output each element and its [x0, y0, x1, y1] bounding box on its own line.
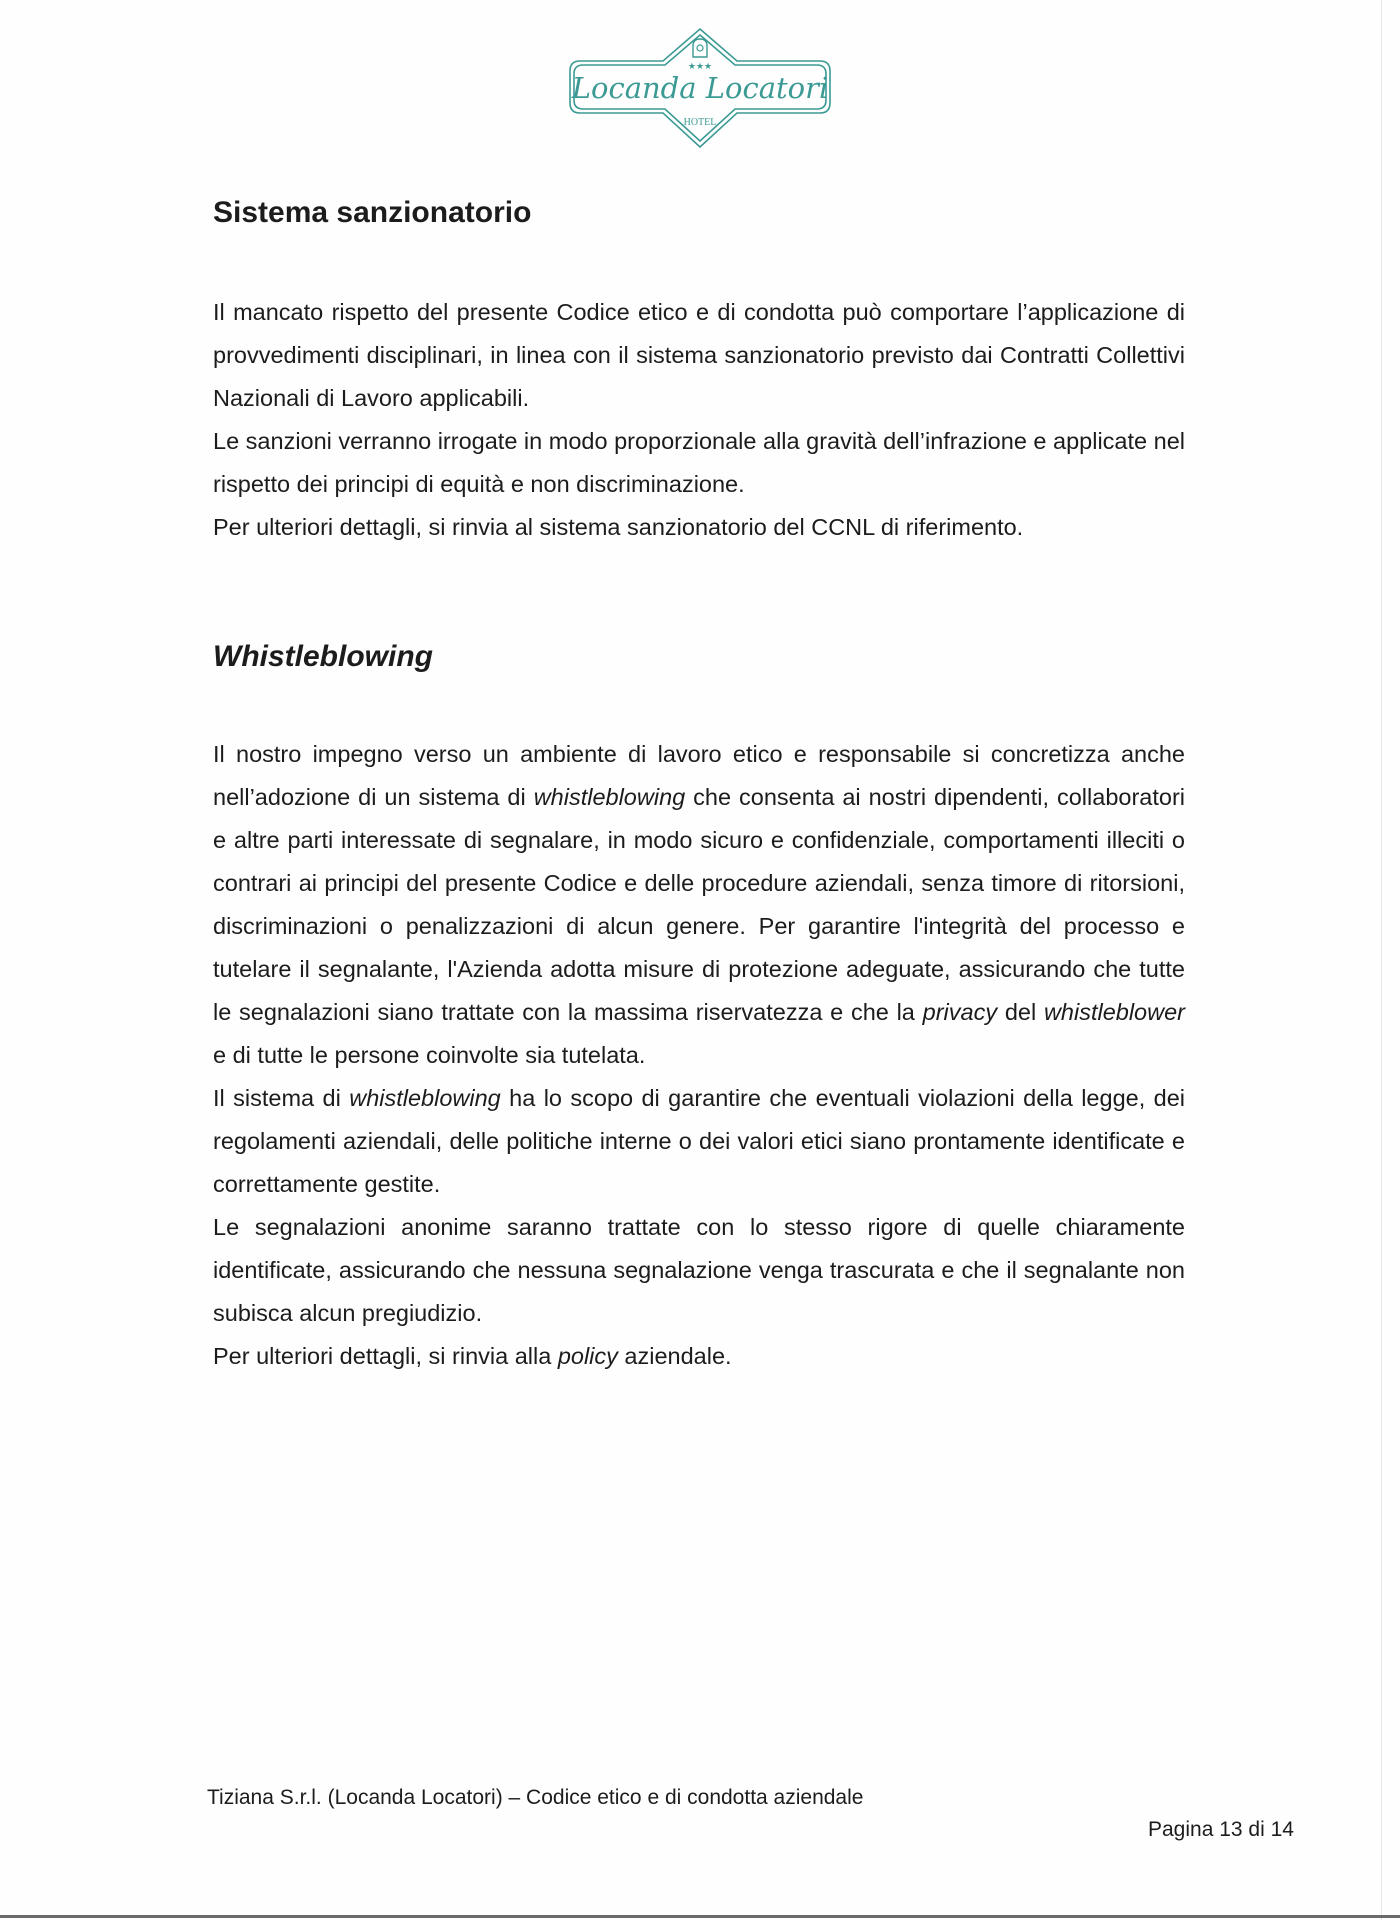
logo-subtitle: HOTEL [683, 117, 717, 128]
section-title-sanctions: Sistema sanzionatorio [213, 196, 532, 229]
text-run: del [997, 999, 1044, 1025]
paragraph [213, 1077, 1185, 1206]
paragraph: Le sanzioni verranno irrogate in modo proporzionale alla gravità dell’infrazione e applicate nel rispetto dei principi di equità e non discriminazione. [213, 428, 1185, 497]
text-run: che consenta ai nostri dipendenti, collaboratori e altre parti interessate di segnalare, in modo sicuro e confidenziale, comportamenti illeciti o contrari ai principi del presente Codice e delle procedure aziendali, senza timore di ritorsioni, discriminazioni o penalizzazioni di alcun genere. Per garantire l'integrità del processo e tutelare il segnalante, l'Azienda adotta misure di protezione adeguate, assicurando che tutte le segnalazioni siano trattate con la massima riservatezza e che la [213, 784, 1185, 1025]
whistleblowing-body [213, 733, 1185, 1378]
italic-term: whistleblower [1043, 999, 1185, 1025]
paragraph: Per ulteriori dettagli, si rinvia al sistema sanzionatorio del CCNL di riferimento. [213, 514, 1024, 540]
logo-stars: ★★★ [687, 62, 713, 72]
text-run: e di tutte le persone coinvolte sia tutelata. [213, 1042, 646, 1068]
paragraph: Le segnalazioni anonime saranno trattate con lo stesso rigore di quelle chiaramente identificate, assicurando che nessuna segnalazione venga trascurata e che il segnalante non subisca alcun pregiudizio. [213, 1214, 1185, 1326]
arch-emblem-icon [693, 39, 707, 57]
page-number: Pagina 13 di 14 [1148, 1818, 1294, 1841]
paragraph [213, 1335, 1185, 1378]
text-run: Il sistema di [213, 1085, 350, 1111]
page-edge [1381, 0, 1382, 1920]
text-run: Per ulteriori dettagli, si rinvia alla [213, 1343, 558, 1369]
paragraph [213, 733, 1185, 1077]
text-run: ha lo scopo di garantire che eventuali violazioni della legge, dei regolamenti aziendali, delle politiche interne o dei valori etici siano prontamente identificate e correttamente gestite. [213, 1085, 1185, 1197]
paragraph: Il mancato rispetto del presente Codice etico e di condotta può comportare l’applicazione di provvedimenti disciplinari, in linea con il sistema sanzionatorio previsto dai Contratti Collettivi Nazionali di Lavoro applicabili. [213, 299, 1185, 411]
italic-term: privacy [922, 999, 998, 1025]
section-title-whistleblowing: Whistleblowing [213, 640, 433, 673]
logo-name: Locanda Locatori [571, 71, 829, 105]
text-run: Il nostro impegno verso un ambiente di lavoro etico e responsabile si concretizza anche nell’adozione di un sistema di [213, 741, 1185, 810]
hotel-logo [565, 25, 835, 155]
text-run: aziendale. [617, 1343, 732, 1369]
page-bottom-edge [0, 1915, 1400, 1918]
italic-term: whistleblowing [533, 784, 686, 810]
italic-term: policy [557, 1343, 618, 1369]
logo-badge-icon [565, 25, 835, 155]
footer-document-title: Tiziana S.r.l. (Locanda Locatori) – Codice etico e di condotta aziendale [207, 1786, 864, 1809]
italic-term: whistleblowing [349, 1085, 501, 1111]
sanctions-body [213, 291, 1185, 549]
